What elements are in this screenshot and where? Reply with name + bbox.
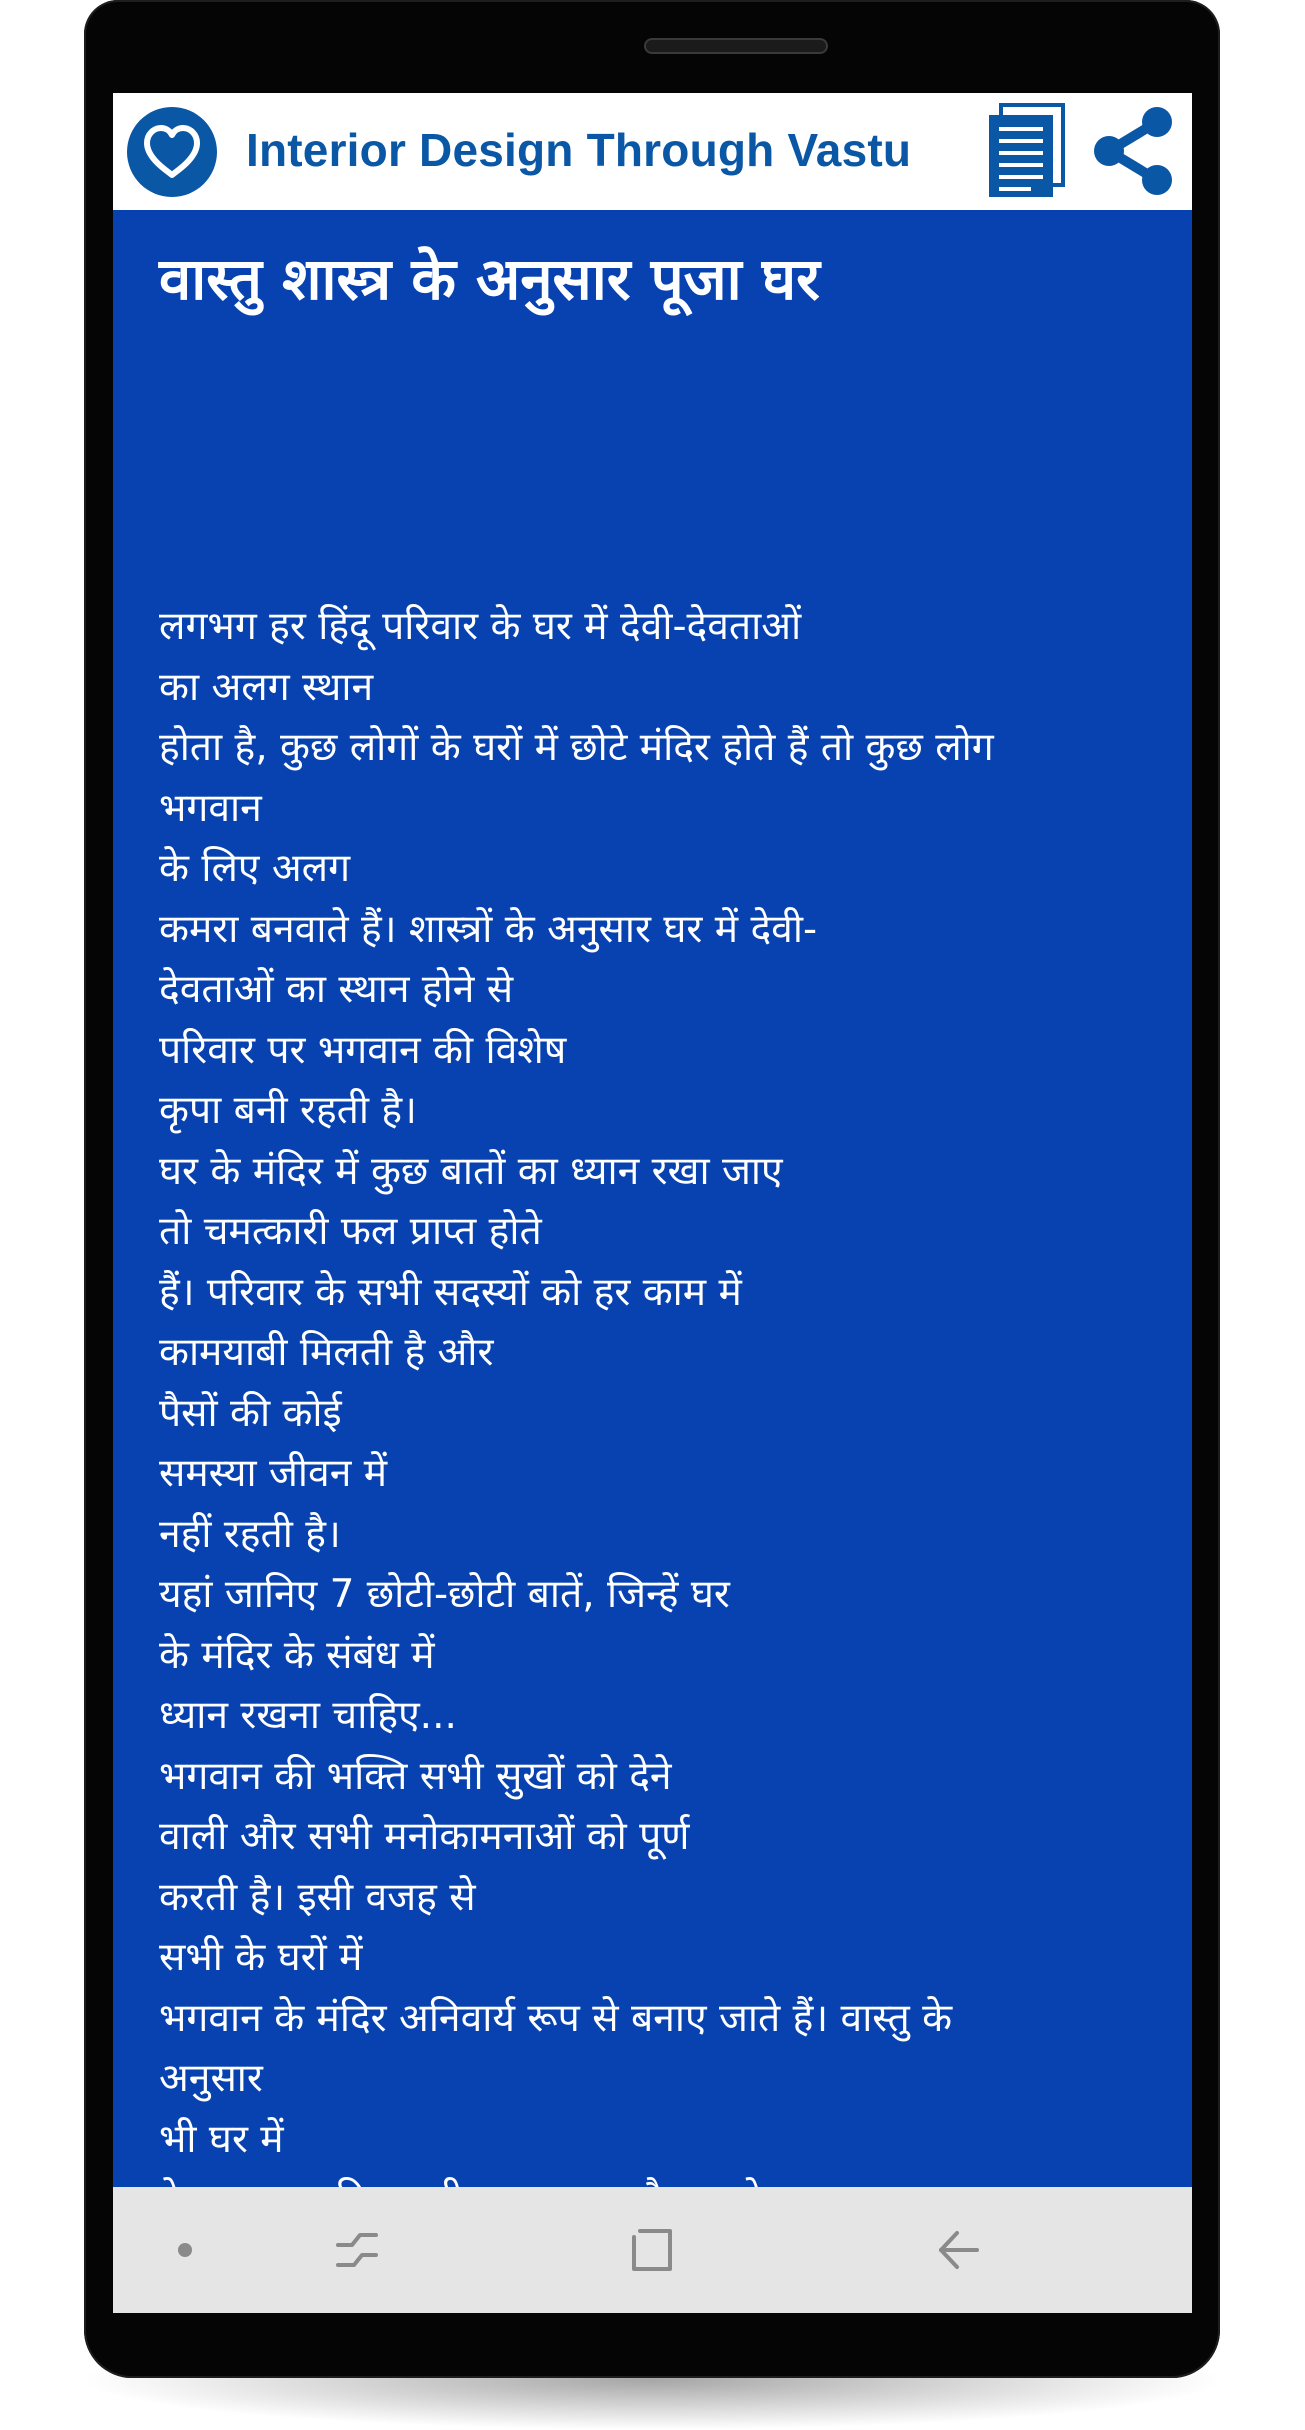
heart-icon: [143, 125, 201, 179]
share-icon: [1091, 105, 1177, 197]
share-button[interactable]: [1091, 105, 1177, 197]
phone-speaker: [644, 38, 828, 54]
back-button[interactable]: [928, 2220, 988, 2280]
article-line: समस्या जीवन में: [159, 1451, 388, 1496]
article-line: सभी के घरों में: [159, 1935, 363, 1980]
home-button[interactable]: [623, 2220, 683, 2280]
nav-dot-button[interactable]: [165, 2230, 205, 2270]
article-line: भगवान की भक्ति सभी सुखों को देने: [159, 1753, 672, 1799]
system-navigation-bar: [113, 2187, 1192, 2313]
article-line: ध्यान रखना चाहिए...: [159, 1693, 457, 1738]
recent-apps-button[interactable]: [327, 2220, 387, 2280]
article-line: का अलग स्थान: [159, 664, 374, 710]
dot-icon: [175, 2240, 195, 2260]
article-line: कमरा बनवाते हैं। शास्त्रों के अनुसार घर में देवी-: [159, 906, 818, 952]
article-line: भी घर में: [159, 2116, 284, 2162]
article-line: देवताओं का स्थान होने से: [159, 967, 514, 1012]
article-line: भगवान के मंदिर अनिवार्य रूप से बनाए जाते हैं। वास्तु के: [159, 1995, 953, 2041]
article-line: कामयाबी मिलती है और: [159, 1330, 494, 1375]
article-line: अनुसार: [159, 2056, 263, 2101]
article-line: तो चमत्कारी फल प्राप्त होते: [159, 1209, 542, 1254]
article-line: यहां जानिए 7 छोटी-छोटी बातें, जिन्हें घर: [159, 1572, 730, 1617]
article-line: हैं। परिवार के सभी सदस्यों को हर काम में: [159, 1269, 742, 1315]
article-line: नहीं रहती है।: [159, 1511, 341, 1557]
document-list-button[interactable]: [985, 103, 1067, 199]
document-list-icon: [985, 103, 1067, 199]
favorite-button[interactable]: [127, 107, 217, 197]
article-line: परिवार पर भगवान की विशेष: [159, 1027, 567, 1073]
app-screen: [113, 93, 1192, 2313]
article-line: भगवान: [159, 785, 262, 831]
article-line: कृपा बनी रहती है।: [159, 1088, 417, 1133]
recent-apps-icon: [332, 2225, 382, 2275]
article-line: घर के मंदिर में कुछ बातों का ध्यान रखा जाए: [159, 1148, 783, 1194]
article-line: होता है, कुछ लोगों के घरों में छोटे मंदिर होते हैं तो कुछ लोग: [159, 725, 994, 770]
article-line: के लिए अलग: [159, 846, 351, 891]
app-title: Interior Design Through Vastu: [246, 124, 912, 176]
home-square-icon: [628, 2225, 678, 2275]
article-line: लगभग हर हिंदू परिवार के घर में देवी-देवताओं: [159, 604, 802, 649]
back-arrow-icon: [933, 2225, 983, 2275]
article-content[interactable]: [159, 243, 1159, 2225]
article-line: के मंदिर के संबंध में: [159, 1632, 435, 1678]
article-line: करती है। इसी वजह से: [159, 1874, 476, 1920]
article-line: वाली और सभी मनोकामनाओं को पूर्ण: [159, 1814, 690, 1859]
article-body: [159, 597, 1159, 2291]
article-line: पैसों की कोई: [159, 1390, 342, 1436]
app-bar: [113, 93, 1192, 210]
article-title: वास्तु शास्त्र के अनुसार पूजा घर: [159, 245, 820, 313]
